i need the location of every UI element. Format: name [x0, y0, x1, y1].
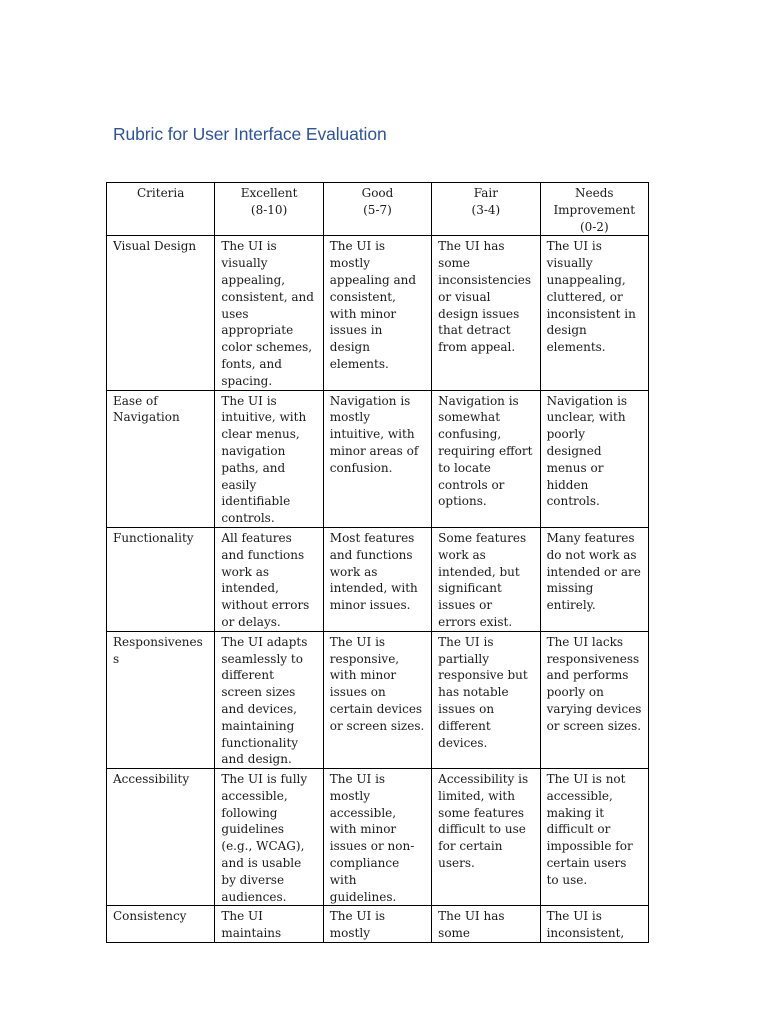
criterion-cell: Ease of Navigation	[107, 390, 215, 527]
fair-cell: The UI has some	[432, 906, 540, 943]
header-range: (0-2)	[579, 219, 609, 234]
criterion-cell: Consistency	[107, 906, 215, 943]
excellent-cell: The UI is fully accessible, following guidelines (e.g., WCAG), and is usable by diverse audiences.	[215, 769, 323, 906]
good-cell: Navigation is mostly intuitive, with minor areas of confusion.	[323, 390, 431, 527]
table-row	[107, 906, 649, 943]
header-range: (8-10)	[250, 202, 288, 217]
good-cell: The UI is responsive, with minor issues on certain devices or screen sizes.	[323, 631, 431, 768]
table-row	[107, 769, 649, 906]
header-label: Criteria	[136, 186, 185, 200]
criterion-cell: Responsiveness	[107, 631, 215, 768]
table-row	[107, 390, 649, 527]
header-label: Needs Improvement	[553, 186, 636, 217]
fair-cell: The UI has some inconsistencies or visual design issues that detract from appeal.	[432, 236, 540, 390]
header-label: Good	[361, 186, 394, 200]
excellent-cell: The UI is intuitive, with clear menus, navigation paths, and easily identifiable controls.	[215, 390, 323, 527]
excellent-cell: The UI maintains	[215, 906, 323, 943]
header-label: Excellent	[240, 186, 298, 200]
excellent-cell: The UI adapts seamlessly to different screen sizes and devices, maintaining functionality and design.	[215, 631, 323, 768]
good-cell: The UI is mostly appealing and consistent, with minor issues in design elements.	[323, 236, 431, 390]
page-title: Rubric for User Interface Evaluation	[113, 124, 387, 144]
table-row	[107, 527, 649, 631]
fair-cell: Navigation is somewhat confusing, requiring effort to locate controls or options.	[432, 390, 540, 527]
header-needs-improvement	[540, 183, 648, 236]
needs-improvement-cell: The UI is visually unappealing, cluttered, or inconsistent in design elements.	[540, 236, 648, 390]
fair-cell: Accessibility is limited, with some features difficult to use for certain users.	[432, 769, 540, 906]
needs-improvement-cell: The UI is not accessible, making it difficult or impossible for certain users to use.	[540, 769, 648, 906]
excellent-cell: The UI is visually appealing, consistent, and uses appropriate color schemes, fonts, and spacing.	[215, 236, 323, 390]
table-row	[107, 236, 649, 390]
good-cell: The UI is mostly accessible, with minor issues or non-compliance with guidelines.	[323, 769, 431, 906]
header-good	[323, 183, 431, 236]
table-header-row	[107, 183, 649, 236]
header-fair	[432, 183, 540, 236]
needs-improvement-cell: The UI lacks responsiveness and performs poorly on varying devices or screen sizes.	[540, 631, 648, 768]
rubric-table	[106, 182, 649, 943]
needs-improvement-cell: The UI is inconsistent,	[540, 906, 648, 943]
good-cell: Most features and functions work as intended, with minor issues.	[323, 527, 431, 631]
criterion-cell: Accessibility	[107, 769, 215, 906]
header-criteria	[107, 183, 215, 236]
excellent-cell: All features and functions work as intended, without errors or delays.	[215, 527, 323, 631]
header-range: (3-4)	[471, 202, 501, 217]
criterion-cell: Visual Design	[107, 236, 215, 390]
needs-improvement-cell: Many features do not work as intended or are missing entirely.	[540, 527, 648, 631]
good-cell: The UI is mostly	[323, 906, 431, 943]
needs-improvement-cell: Navigation is unclear, with poorly designed menus or hidden controls.	[540, 390, 648, 527]
fair-cell: Some features work as intended, but significant issues or errors exist.	[432, 527, 540, 631]
criterion-cell: Functionality	[107, 527, 215, 631]
table-row	[107, 631, 649, 768]
fair-cell: The UI is partially responsive but has notable issues on different devices.	[432, 631, 540, 768]
header-excellent	[215, 183, 323, 236]
header-label: Fair	[473, 186, 498, 200]
header-range: (5-7)	[363, 202, 392, 217]
